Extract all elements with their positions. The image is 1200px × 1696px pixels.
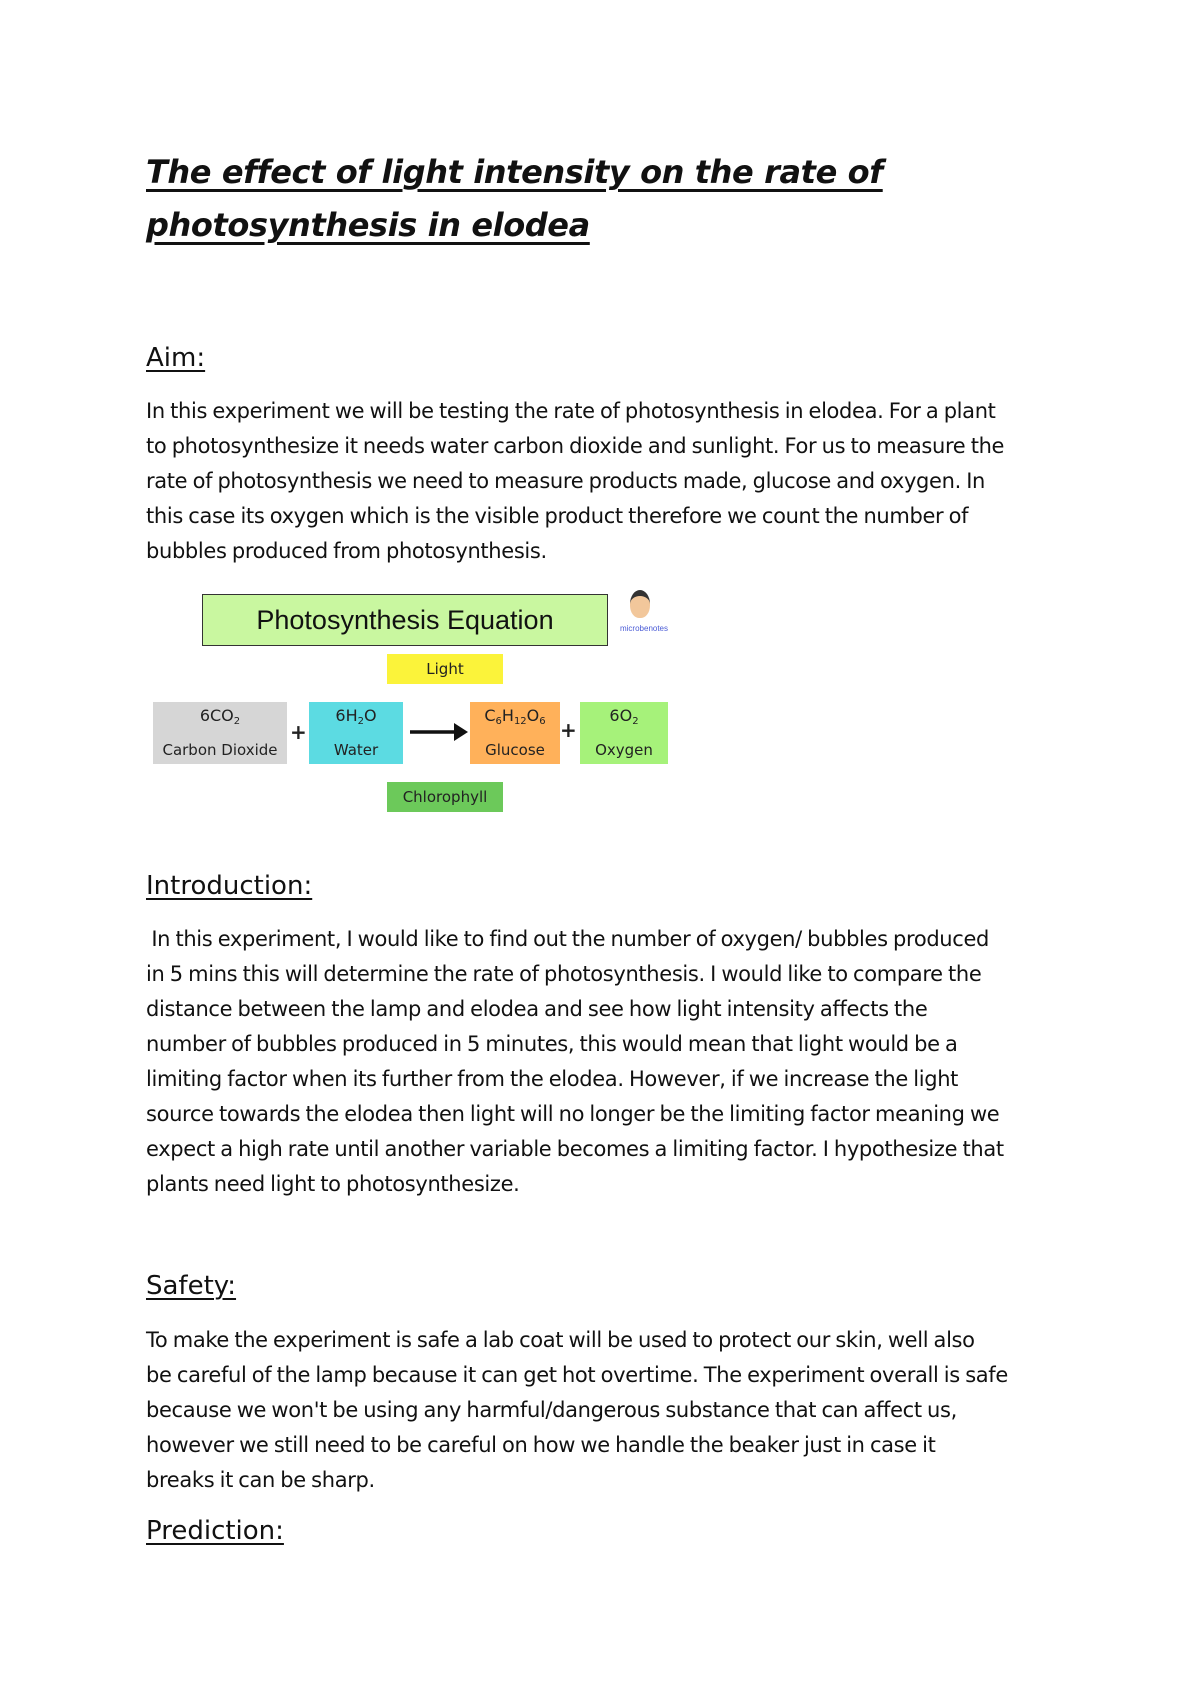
- title-line-1: The effect of light intensity on the rate of: [146, 153, 883, 191]
- introduction-line: In this experiment, I would like to find out the number of oxygen/ bubbles produced: [146, 927, 990, 951]
- introduction-line: number of bubbles produced in 5 minutes, this would mean that light would be a: [146, 1032, 958, 1056]
- safety-line: however we still need to be careful on how we handle the beaker just in case it: [146, 1433, 936, 1457]
- aim-line: this case its oxygen which is the visible product therefore we count the number of: [146, 504, 969, 528]
- photosynthesis-equation-diagram: [150, 590, 680, 820]
- glucose-box: [470, 702, 560, 764]
- introduction-line: in 5 mins this will determine the rate of photosynthesis. I would like to compare the: [146, 962, 982, 986]
- logo-icon: [616, 590, 672, 638]
- logo-text: microbenotes: [619, 624, 669, 633]
- aim-paragraph: [146, 394, 1076, 569]
- light-label: Light: [387, 654, 503, 684]
- safety-heading: Safety:: [146, 1271, 237, 1301]
- reaction-arrow-icon: [408, 720, 470, 744]
- aim-heading: Aim:: [146, 343, 206, 373]
- plus-sign: +: [290, 720, 307, 744]
- aim-line: In this experiment we will be testing the rate of photosynthesis in elodea. For a plant: [146, 399, 996, 423]
- chlorophyll-label: Chlorophyll: [387, 782, 503, 812]
- water-box: [309, 702, 403, 764]
- introduction-line: expect a high rate until another variable becomes a limiting factor. I hypothesize that: [146, 1137, 1004, 1161]
- safety-line: because we won't be using any harmful/dangerous substance that can affect us,: [146, 1398, 957, 1422]
- o2-formula: $6O_2$: [609, 706, 639, 727]
- carbon-dioxide-box: [153, 702, 287, 764]
- introduction-line: plants need light to photosynthesize.: [146, 1172, 520, 1196]
- introduction-line: limiting factor when its further from the elodea. However, if we increase the light: [146, 1067, 959, 1091]
- safety-paragraph: [146, 1323, 1076, 1498]
- logo-face: [630, 590, 650, 618]
- aim-line: rate of photosynthesis we need to measure products made, glucose and oxygen. In: [146, 469, 986, 493]
- co2-name: Carbon Dioxide: [162, 741, 278, 759]
- title-line-2: photosynthesis in elodea: [146, 206, 590, 244]
- o2-name: Oxygen: [595, 741, 653, 759]
- glucose-formula: $C_6H_{12}O_6$: [484, 706, 546, 727]
- safety-line: be careful of the lamp because it can get hot overtime. The experiment overall is safe: [146, 1363, 1008, 1387]
- h2o-name: Water: [333, 741, 379, 759]
- introduction-paragraph: [146, 922, 1076, 1202]
- document-title: [146, 146, 1046, 252]
- h2o-formula: $6H_2O$: [335, 706, 377, 727]
- diagram-title: Photosynthesis Equation: [202, 594, 608, 646]
- introduction-heading: Introduction:: [146, 871, 313, 901]
- safety-line: To make the experiment is safe a lab coat will be used to protect our skin, well also: [146, 1328, 975, 1352]
- introduction-line: distance between the lamp and elodea and see how light intensity affects the: [146, 997, 928, 1021]
- prediction-heading: Prediction:: [146, 1516, 284, 1546]
- co2-formula: $6CO_2$: [199, 706, 241, 727]
- safety-line: breaks it can be sharp.: [146, 1468, 375, 1492]
- plus-sign: +: [560, 718, 577, 742]
- oxygen-box: [580, 702, 668, 764]
- aim-line: bubbles produced from photosynthesis.: [146, 539, 547, 563]
- glucose-name: Glucose: [485, 741, 545, 759]
- introduction-line: source towards the elodea then light will no longer be the limiting factor meaning we: [146, 1102, 1000, 1126]
- aim-line: to photosynthesize it needs water carbon dioxide and sunlight. For us to measure the: [146, 434, 1005, 458]
